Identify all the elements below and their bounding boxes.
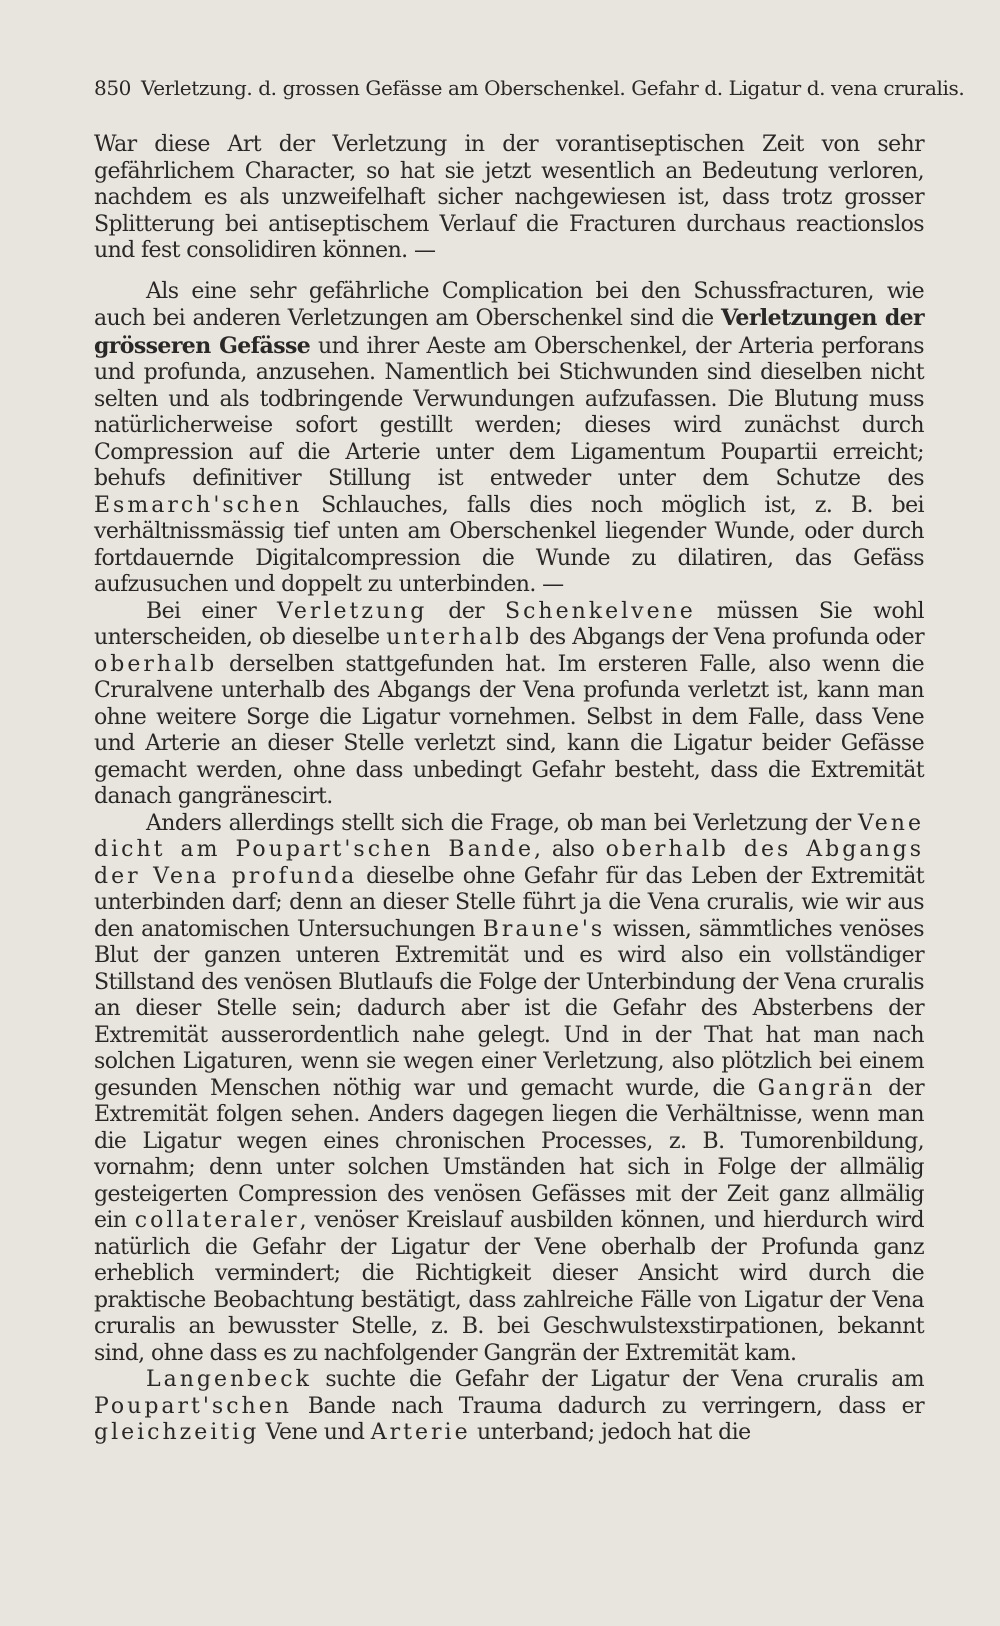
paragraph-4 xyxy=(94,811,924,1368)
paragraph-4-text-e: der Extremität folgen sehen. Anders dagegen liegen die Verhältnisse, wenn man die Ligatur wegen eines chronischen Processes, z. B. Tumorenbildung, vornahm; denn unter solchen Umständen hat sich in Folge der allmälig gesteigerten Compression des venösen Gefässes mit der Zeit ganz allmälig ein xyxy=(94,1075,924,1233)
paragraph-4-text-f: , venöser Kreislauf ausbilden können, und hierdurch wird natürlich die Gefahr der Ligatur der Vene oberhalb der Profunda ganz erheblich vermindert; die Richtigkeit dieser Ansicht wird durch die praktische Beobachtung bestätigt, dass zahlreiche Fälle von Ligatur der Vena cruralis an bewusster Stelle, z. B. bei Geschwulstexstirpationen, bekannt sind, ohne dass es zu nachfolgender Gangrän der Extremität kam. xyxy=(94,1208,924,1366)
paragraph-2-text-b: und ihrer Aeste am Oberschenkel, der Arteria perforans und profunda, anzusehen. Namentlich bei Stichwunden sind dieselben nicht selten und als todbringende Verwundungen aufzufassen. Die Blutung muss natürlicherweise sofort gestillt werden; dieses wird zunächst durch Compression auf die Arterie unter dem Ligamentum Poupartii erreicht; behufs definitiver Stillung ist entweder unter dem Schutze des xyxy=(94,333,924,491)
paragraph-4-text-c: dieselbe ohne Gefahr für das Leben der Extremität unterbinden darf; denn an dieser Stelle führt ja die Vena cruralis, wie wir aus den anatomischen Untersuchungen xyxy=(94,863,924,942)
spaced-name-langenbeck: Langenbeck xyxy=(146,1367,312,1392)
paragraph-4-text-a: Anders allerdings stellt sich die Frage, ob man bei Verletzung der xyxy=(146,810,858,836)
paragraph-3-text-d: des Abgangs der Vena profunda oder xyxy=(522,625,924,650)
spaced-name-braune: Braune's xyxy=(482,916,606,942)
spaced-term-collateraler: collateraler xyxy=(134,1208,300,1233)
paragraph-3-text-a: Bei einer xyxy=(146,598,278,624)
spaced-name-esmarch: Esmarch'schen xyxy=(94,492,303,518)
running-header xyxy=(94,74,965,102)
page-number: 850 xyxy=(94,76,131,100)
spaced-term-unterhalb: unterhalb xyxy=(386,625,523,650)
paragraph-4-text-b: , also xyxy=(534,837,606,862)
paragraph-2 xyxy=(94,279,924,599)
spaced-term-oberhalb: oberhalb xyxy=(94,651,218,677)
bold-term-vessel-injuries: Verletzungen der grösseren Gefässe xyxy=(94,305,924,359)
paragraph-3-text-c: müssen Sie wohl unterscheiden, ob dieselbe xyxy=(94,598,924,650)
paragraph-3 xyxy=(94,599,924,811)
spaced-term-verletzung: Verletzung xyxy=(277,598,428,624)
paragraph-5-text-b: Bande nach Trauma dadurch zu verringern, dass er xyxy=(291,1393,924,1419)
paragraph-1 xyxy=(94,132,924,265)
spaced-term-gangraen: Gangrän xyxy=(757,1075,876,1101)
paragraph-5 xyxy=(94,1367,924,1447)
paragraph-2-text-c: Schlauches, falls dies noch möglich ist, z. B. bei verhältnissmässig tief unten am Oberschenkel liegender Wunde, oder durch fortdauernde Digitalcompression die Wunde zu dilatiren, das Gefäss aufzusuchen und doppelt zu unterbinden. — xyxy=(94,492,924,597)
spaced-term-gleichzeitig: gleichzeitig xyxy=(94,1420,260,1445)
spaced-term-vene-poupart: Vene dicht am Poupart'schen Bande xyxy=(94,810,924,862)
spaced-term-oberhalb-profunda: oberhalb des Abgangs der Vena profunda xyxy=(94,837,925,889)
paragraph-5-text-c: Vene und xyxy=(259,1420,371,1445)
paragraph-4-text-d: wissen, sämmtliches venöses Blut der ganzen unteren Extremität und es wird also ein vollständiger Stillstand des venösen Blutlaufs die Folge der Unterbindung der Vena cruralis an dieser Stelle sein; dadurch aber ist die Gefahr des Absterbens der Extremität ausserordentlich nahe gelegt. Und in der That hat man nach solchen Ligaturen, wenn sie wegen einer Verletzung, also plötzlich bei einem gesunden Menschen nöthig war und gemacht wurde, die xyxy=(94,916,924,1101)
running-title: Verletzung. d. grossen Gefässe am Oberschenkel. Gefahr d. Ligatur d. vena cruralis. xyxy=(140,76,965,100)
paragraph-3-text-e: derselben stattgefunden hat. Im ersteren Falle, also wenn die Cruralvene unterhalb des Abgangs der Vena profunda verletzt ist, kann man ohne weitere Sorge die Ligatur vornehmen. Selbst in dem Falle, dass Vene und Arterie an dieser Stelle verletzt sind, kann die Ligatur beider Gefässe gemacht werden, ohne dass unbedingt Gefahr besteht, dass die Extremität danach gangränescirt. xyxy=(94,651,924,809)
paragraph-5-text-d: unterband; jedoch hat die xyxy=(470,1420,751,1445)
paragraph-2-text-a: Als eine sehr gefährliche Complication bei den Schussfracturen, wie auch bei anderen Verletzungen am Oberschenkel sind die xyxy=(94,278,924,331)
paragraph-5-text-a: suchte die Gefahr der Ligatur der Vena cruralis am xyxy=(311,1367,924,1392)
spaced-name-poupart: Poupart'schen xyxy=(94,1393,292,1419)
spaced-term-arterie: Arterie xyxy=(370,1420,471,1445)
spaced-term-schenkelvene: Schenkelvene xyxy=(505,598,696,624)
paragraph-3-text-b: der xyxy=(427,598,506,624)
body-text xyxy=(94,132,924,1447)
paragraph-1-text: War diese Art der Verletzung in der vorantiseptischen Zeit von sehr gefährlichem Character, so hat sie jetzt wesentlich an Bedeutung verloren, nachdem es als unzweifelhaft sicher nachgewiesen ist, dass trotz grosser Splitterung bei antiseptischem Verlauf die Fracturen durchaus reactionslos und fest consolidiren können. — xyxy=(94,132,924,263)
